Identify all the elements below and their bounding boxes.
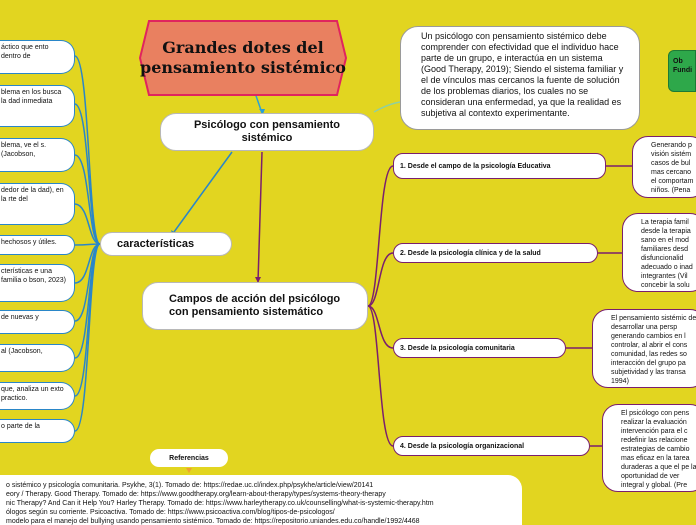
caracteristica-text: de nuevas y xyxy=(1,314,39,321)
reference-entry: ólogos según su corriente. Psicoactiva. Tomado de: https://www.psicoactiva.com/blog/tipos-de-psicologos/ xyxy=(6,509,335,516)
references-label[interactable] xyxy=(150,449,228,467)
objective-line-1: Ob xyxy=(673,58,683,65)
objective-box[interactable] xyxy=(668,50,696,92)
field-label: 3. Desde la psicología comunitaria xyxy=(400,344,515,352)
field-comunitaria-desc[interactable] xyxy=(592,309,696,388)
central-topic[interactable] xyxy=(160,113,374,151)
reference-entry: eory / Therapy. Good Therapy. Tomado de: https://www.goodtherapy.org/learn-about-therapy/types/systems-theory-therapy xyxy=(6,491,386,498)
field-organizacional-desc[interactable] xyxy=(602,404,696,492)
description-node[interactable] xyxy=(400,26,640,130)
field-label: 4. Desde la psicología organizacional xyxy=(400,442,525,450)
field-label: 1. Desde el campo de la psicología Educativa xyxy=(400,162,551,170)
caracteristica-item-7[interactable] xyxy=(0,310,75,334)
references-label-text: Referencias xyxy=(169,454,209,462)
caracteristica-text: o parte de la xyxy=(1,423,40,430)
caracteristica-item-6[interactable] xyxy=(0,264,75,302)
caracteristicas-label: características xyxy=(117,237,195,250)
caracteristica-text: que, analiza un exto practico. xyxy=(1,386,64,402)
caracteristica-item-4[interactable] xyxy=(0,183,75,225)
field-educativa[interactable] xyxy=(393,153,606,179)
caracteristica-item-9[interactable] xyxy=(0,382,75,410)
references-arrow-icon xyxy=(186,468,192,473)
caracteristica-text: hechosos y útiles. xyxy=(1,239,57,246)
caracteristica-text: dedor de la dad), en la rte del xyxy=(1,187,64,203)
central-topic-label: Psicólogo con pensamiento sistémico xyxy=(193,119,341,144)
caracteristica-item-10[interactable] xyxy=(0,419,75,443)
caracteristica-item-5[interactable] xyxy=(0,235,75,255)
caracteristica-text: cterísticas e una familia o bson, 2023) xyxy=(1,268,66,284)
field-desc-text: La terapia famil desde la terapia sano en el mod familiares desd disfuncionalid adecuado o inad integrantes (Vil concebir la solu xyxy=(641,219,693,289)
field-clinica-desc[interactable] xyxy=(622,213,696,292)
caracteristica-text: áctico que ento dentro de xyxy=(1,44,49,60)
objective-line-2: Fundi xyxy=(673,67,693,74)
map-title[interactable] xyxy=(139,20,347,96)
field-desc-text: El pensamiento sistémic de desarrollar una persp generando cambios en l controlar, al abrir el cons comunidad, las redes so interacción del grupo pa subjetividad y las transa 1994) xyxy=(611,315,696,385)
caracteristicas-node[interactable] xyxy=(100,232,232,256)
caracteristica-item-1[interactable] xyxy=(0,40,75,74)
title-line-1: Grandes dotes del xyxy=(162,38,324,57)
caracteristica-text: al (Jacobson, xyxy=(1,348,43,355)
field-desc-text: Generando p visión sistém casos de bul mas cercano el comportam niños. (Pena xyxy=(651,142,694,194)
description-text: Un psicólogo con pensamiento sistémico debe comprender con efectividad que el individuo hace parte de un grupo, e interactúa en un sistema (Good Therapy, 2019); Siendo el sistema familiar y el de vínculos mas cercanos la fuente de solución de los problemas diarios, los cuales no se consideran una enfermedad, ya que la realidad es subjetiva al contexto experimentante. xyxy=(421,31,624,118)
field-desc-text: El psicólogo con pens realizar la evaluación intervención para el c redefinir las relacione estrategias de cambio mas eficaz en la tarea duraderas a que el pe la oportunidad de ver integral y global. (Pre xyxy=(621,410,696,489)
field-clinica[interactable] xyxy=(393,243,598,263)
caracteristica-text: blema en los busca la dad inmediata xyxy=(1,89,62,105)
field-educativa-desc[interactable] xyxy=(632,136,696,198)
field-label: 2. Desde la psicología clínica y de la salud xyxy=(400,249,541,257)
reference-entry: modelo para el manejo del bullying usando pensamiento sistémico. Tomado de: https://repositorio.uniandes.edu.co/handle/1992/4468 xyxy=(6,518,420,525)
caracteristica-item-8[interactable] xyxy=(0,344,75,372)
field-organizacional[interactable] xyxy=(393,436,590,456)
references-node[interactable] xyxy=(0,475,522,525)
campos-label: Campos de acción del psicólogo con pensamiento sistemático xyxy=(169,293,341,318)
campos-node[interactable] xyxy=(142,282,368,330)
reference-entry: o sistémico y psicología comunitaria. Psykhe, 3(1). Tomado de: https://redae.uc.cl/index.php/psykhe/article/view/20141 xyxy=(6,482,374,489)
caracteristica-item-3[interactable] xyxy=(0,138,75,172)
reference-entry: nic Therapy? And Can it Help You? Harley Therapy. Tomado de: https://www.harleytherapy.co.uk/counselling/what-is-systemic-therapy.htm xyxy=(6,500,434,507)
caracteristica-text: blema, ve el s. (Jacobson, xyxy=(1,142,47,158)
caracteristica-item-2[interactable] xyxy=(0,85,75,127)
field-comunitaria[interactable] xyxy=(393,338,566,358)
title-line-2: pensamiento sistémico xyxy=(140,58,346,77)
